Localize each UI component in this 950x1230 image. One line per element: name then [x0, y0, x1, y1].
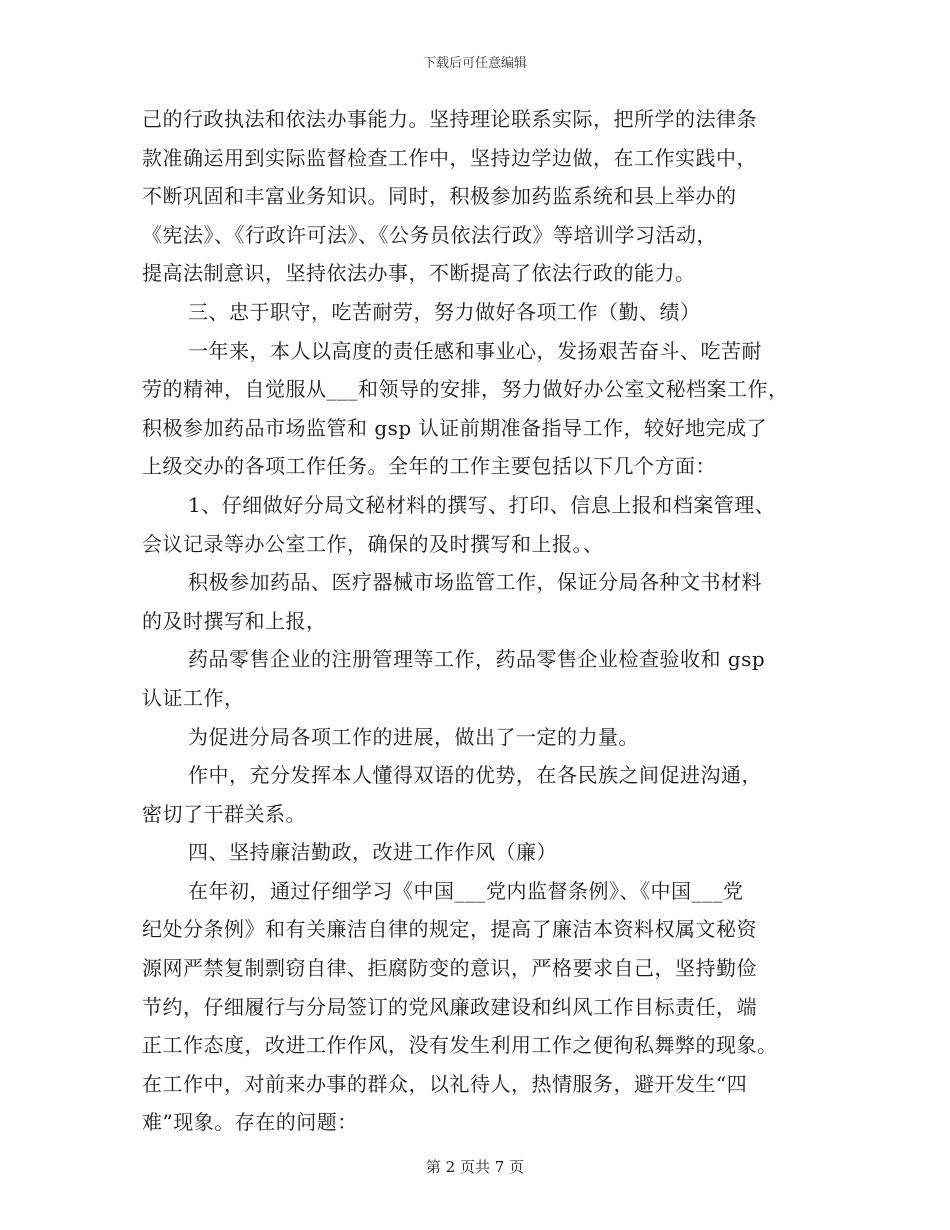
section-heading: 三、忠于职守，吃苦耐劳，努力做好各项工作（勤、绩）: [188, 299, 701, 324]
text-line: 在工作中，对前来办事的群众，以礼待人，热情服务，避开发生“四: [142, 1071, 748, 1096]
text-line: 己的行政执法和依法办事能力。坚持理论联系实际，把所学的法律条: [142, 107, 757, 131]
text-line: 《宪法》、《行政许可法》、《公务员依法行政》等培训学习活动，: [142, 222, 717, 247]
text-line: 密切了干群关系。: [142, 801, 306, 826]
text-line: 的及时撰写和上报，: [142, 608, 327, 633]
text-line: 为促进分局各项工作的进展，做出了一定的力量。: [188, 724, 639, 749]
text-line: 作中，充分发挥本人懂得双语的优势，在各民族之间促进沟通，: [188, 763, 762, 788]
section-heading: 四、坚持廉洁勤政，改进工作作风（廉）: [188, 840, 557, 865]
text-line: 款准确运用到实际监督检查工作中，坚持边学边做，在工作实践中，: [142, 145, 757, 170]
text-line: 积极参加药品市场监管和 gsp 认证前期准备指导工作，较好地完成了: [142, 415, 768, 440]
text-line: 积极参加药品、医疗器械市场监管工作，保证分局各种文书材料: [188, 570, 762, 595]
text-line: 劳的精神，自觉服从___和领导的安排，努力做好办公室文秘档案工作，: [142, 377, 789, 402]
text-line: 纪处分条例》和有关廉洁自律的规定，提高了廉洁本资料权属文秘资: [142, 917, 757, 942]
document-body: [142, 100, 822, 1142]
text-line: 提高法制意识，坚持依法办事，不断提高了依法行政的能力。: [142, 261, 696, 286]
text-line: 一年来，本人以高度的责任感和事业心，发扬艰苦奋斗、吃苦耐: [188, 338, 762, 363]
page-footer: 第 2 页共 7 页: [425, 1158, 525, 1176]
text-line: 上级交办的各项工作任务。全年的工作主要包括以下几个方面：: [142, 454, 716, 479]
text-line: 源网严禁复制剽窃自律、拒腐防变的意识，严格要求自己，坚持勤俭: [142, 956, 757, 981]
text-line: 会议记录等办公室工作，确保的及时撰写和上报。、: [142, 531, 604, 556]
text-line: 在年初，通过仔细学习《中国___党内监督条例》、《中国___党: [188, 878, 744, 903]
page-header: 下载后可任意编辑: [422, 56, 527, 71]
text-line: 认证工作，: [142, 685, 245, 710]
text-line: 正工作态度，改进工作作风，没有发生利用工作之便徇私舞弊的现象。: [142, 1033, 778, 1058]
text-line: 不断巩固和丰富业务知识。同时，积极参加药监系统和县上举办的: [142, 184, 737, 209]
text-line: 难”现象。存在的问题：: [142, 1110, 358, 1135]
text-line: 1、仔细做好分局文秘材料的撰写、打印、信息上报和档案管理、: [188, 492, 776, 517]
text-line: 药品零售企业的注册管理等工作，药品零售企业检查验收和 gsp: [188, 647, 766, 672]
text-line: 节约，仔细履行与分局签订的党风廉政建设和纠风工作目标责任，端: [142, 994, 757, 1019]
